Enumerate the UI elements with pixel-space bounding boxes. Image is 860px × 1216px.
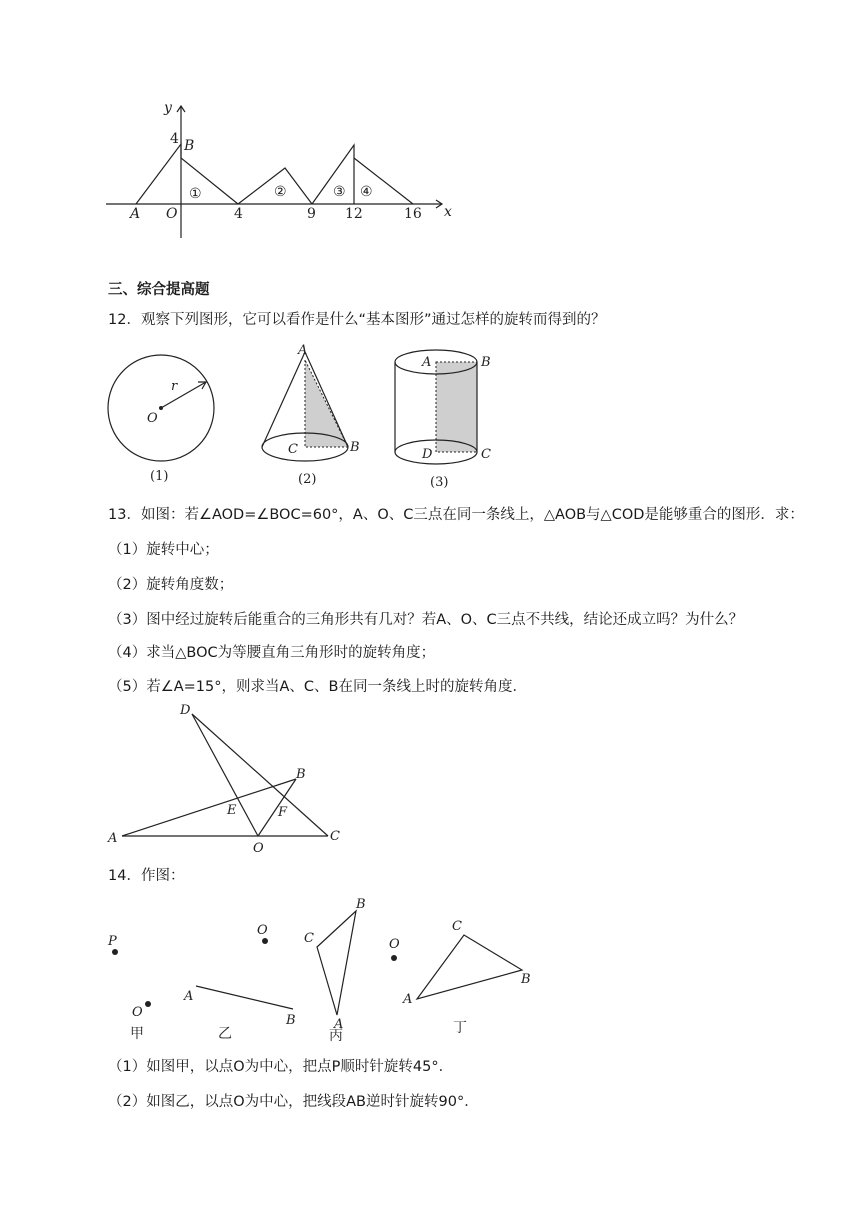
- fig3-A: A: [422, 355, 432, 370]
- q13-O: O: [253, 841, 264, 856]
- tick-4: 4: [234, 206, 243, 222]
- ding-B: B: [521, 972, 531, 987]
- label-A: A: [130, 206, 141, 222]
- bing-B: B: [356, 897, 366, 912]
- x-axis-label: x: [444, 204, 452, 220]
- bing-C: C: [304, 931, 314, 946]
- q13-item-4: （4）求当△BOC为等腰直角三角形时的旋转角度；: [108, 645, 436, 661]
- yi-A: A: [184, 989, 194, 1004]
- section-heading: 三、综合提高题: [108, 282, 210, 298]
- q13-E: E: [227, 803, 237, 818]
- figure-coordinate-triangles: [100, 98, 460, 240]
- question-14: 14．作图：: [108, 868, 185, 884]
- fig1-caption: (1): [150, 469, 169, 484]
- question-12: 12．观察下列图形，它可以看作是什么“基本图形”通过怎样的旋转而得到的？: [108, 312, 606, 328]
- region-3: ③: [333, 184, 346, 200]
- fig3-B: B: [481, 355, 491, 370]
- fig2-B: B: [350, 440, 360, 455]
- tick-16: 16: [404, 206, 422, 222]
- region-1: ①: [189, 186, 202, 202]
- ding-A: A: [403, 992, 413, 1007]
- label-O: O: [166, 206, 178, 222]
- label-4-y: 4: [170, 131, 179, 147]
- question-13: 13．如图：若∠AOD=∠BOC=60°，A、O、C三点在同一条线上，△AOB与△COD是能够重合的图形．求：: [108, 507, 804, 523]
- q13-item-2: （2）旋转角度数；: [108, 577, 234, 593]
- q13-F: F: [278, 805, 288, 820]
- yi-O: O: [257, 923, 268, 938]
- figure-q14: [100, 890, 550, 1050]
- yi-B: B: [286, 1013, 296, 1028]
- q14-item-1: （1）如图甲，以点O为中心，把点P顺时针旋转45°．: [108, 1059, 454, 1075]
- fig2-caption: (2): [298, 472, 317, 487]
- q13-A: A: [108, 831, 118, 846]
- ding-C: C: [452, 919, 462, 934]
- fig3-D: D: [422, 447, 433, 462]
- q14-item-2: （2）如图乙，以点O为中心，把线段AB逆时针旋转90°．: [108, 1094, 479, 1110]
- yi-caption: 乙: [218, 1026, 232, 1042]
- bing-caption: 丙: [329, 1028, 343, 1044]
- q13-D: D: [180, 703, 191, 718]
- region-4: ④: [360, 184, 373, 200]
- fig3-caption: (3): [430, 475, 449, 490]
- figure-q12: [100, 340, 520, 490]
- fig2-A: A: [298, 343, 308, 358]
- tick-12: 12: [345, 206, 363, 222]
- fig3-C: C: [481, 447, 491, 462]
- q13-item-3: （3）图中经过旋转后能重合的三角形共有几对？若A、O、C三点不共线，结论还成立吗？为什么？: [108, 612, 744, 628]
- region-2: ②: [274, 184, 287, 200]
- q13-item-5: （5）若∠A=15°，则求当A、C、B在同一条线上时的旋转角度．: [108, 679, 527, 695]
- fig1-r: r: [171, 379, 178, 394]
- jia-caption: 甲: [130, 1026, 144, 1042]
- fig1-O: O: [147, 411, 158, 426]
- q13-item-1: （1）旋转中心；: [108, 542, 219, 558]
- label-B: B: [184, 138, 195, 154]
- fig2-C: C: [288, 442, 298, 457]
- jia-P: P: [108, 934, 117, 949]
- y-axis-label: y: [164, 100, 172, 116]
- ding-O: O: [389, 937, 400, 952]
- figure-q13: [100, 698, 360, 858]
- q13-B: B: [296, 767, 306, 782]
- tick-9: 9: [307, 206, 316, 222]
- bing-A: A: [334, 1017, 344, 1032]
- ding-caption: 丁: [453, 1020, 467, 1036]
- jia-O: O: [132, 1005, 143, 1020]
- q13-C: C: [330, 829, 340, 844]
